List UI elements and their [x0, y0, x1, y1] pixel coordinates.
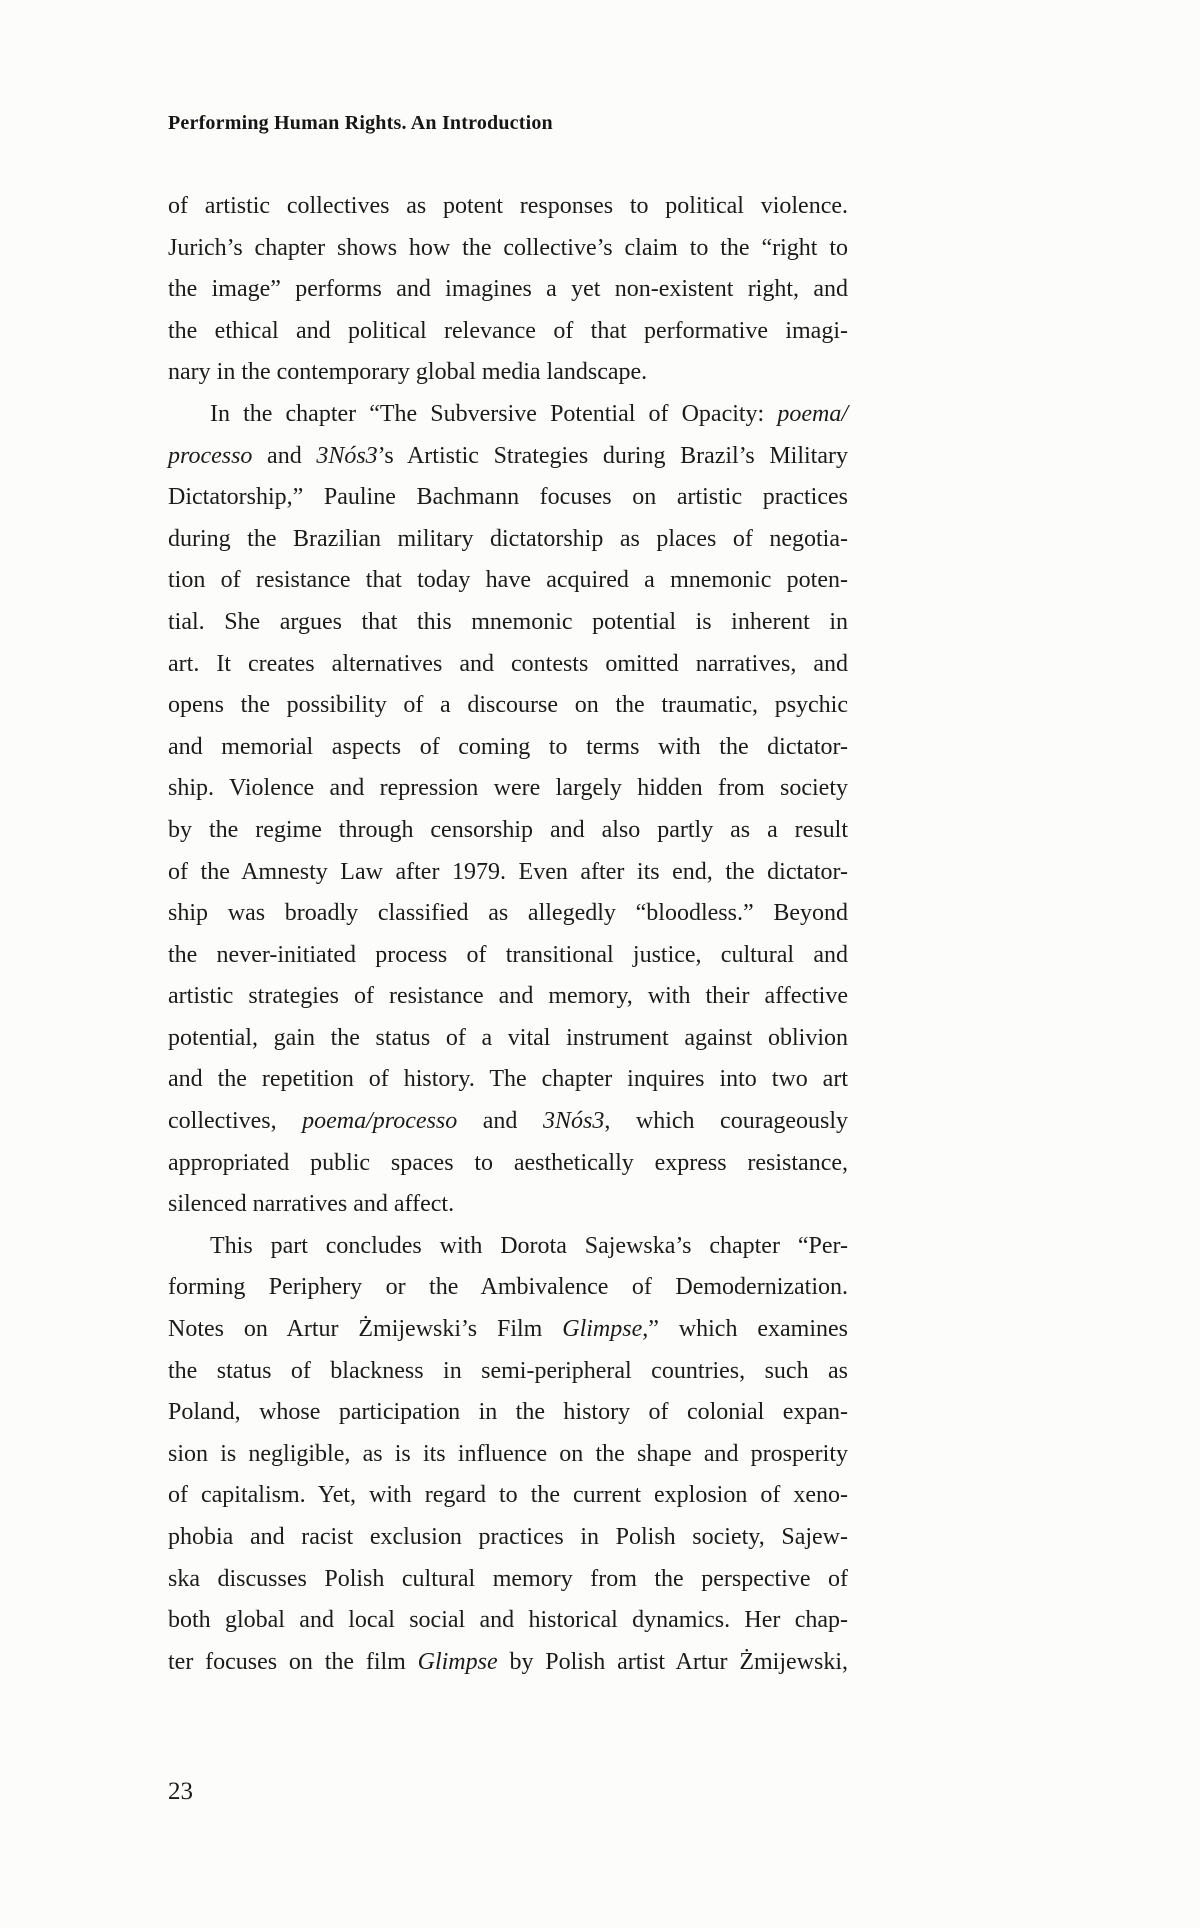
- text-line: [168, 436, 848, 478]
- text-segment: and: [457, 1108, 543, 1135]
- paragraph: [168, 394, 848, 1226]
- text-segment: collectives,: [168, 1108, 303, 1135]
- text-segment: art. It creates alternatives and contests omitted narratives, and: [168, 650, 848, 677]
- text-line: [168, 1101, 848, 1143]
- text-segment: of the Amnesty Law after 1979. Even after its end, the dictator-: [168, 858, 848, 885]
- text-line: [168, 1559, 848, 1601]
- text-line: [168, 1267, 848, 1309]
- italic-text-segment: 3Nós3: [316, 442, 378, 469]
- text-line: [168, 311, 848, 353]
- text-segment: phobia and racist exclusion practices in Polish society, Sajew-: [168, 1524, 848, 1550]
- text-line: [168, 893, 848, 935]
- text-line: [168, 1434, 848, 1476]
- text-line: [168, 1475, 848, 1517]
- text-line: [168, 1351, 848, 1393]
- text-segment: the image” performs and imagines a yet non-existent right, and: [168, 276, 848, 303]
- italic-text-segment: poema/processo: [302, 1108, 458, 1135]
- text-line: [168, 685, 848, 727]
- italic-text-segment: processo: [168, 442, 253, 469]
- text-line: [168, 727, 848, 769]
- text-line: [168, 560, 848, 602]
- text-line: [168, 1184, 848, 1226]
- text-segment: forming Periphery or the Ambivalence of Demodernization.: [168, 1274, 848, 1301]
- text-line: [168, 269, 848, 311]
- text-line: [168, 852, 848, 894]
- text-segment: of artistic collectives as potent responses to political violence.: [168, 193, 848, 219]
- running-header: Performing Human Rights. An Introduction: [168, 112, 553, 134]
- paragraph: [168, 186, 848, 394]
- text-segment: , which courageously: [604, 1108, 848, 1135]
- text-line: [168, 602, 848, 644]
- text-line: [168, 519, 848, 561]
- text-line: [168, 1059, 848, 1101]
- text-segment: tial. She argues that this mnemonic potential is inherent in: [168, 608, 848, 635]
- italic-text-segment: poema/: [777, 400, 848, 427]
- text-segment: Poland, whose participation in the history of colonial expan-: [168, 1399, 848, 1426]
- text-segment: ska discusses Polish cultural memory from the perspective of: [168, 1565, 848, 1592]
- text-segment: artistic strategies of resistance and memory, with their affective: [168, 983, 848, 1010]
- text-line: [168, 1642, 848, 1684]
- text-segment: ,” which examines: [642, 1316, 848, 1343]
- text-line: [168, 477, 848, 519]
- text-line: [168, 810, 848, 852]
- paragraph: [168, 1226, 848, 1684]
- text-segment: the ethical and political relevance of that performative imagi-: [168, 317, 848, 344]
- text-line: [168, 394, 848, 436]
- text-segment: opens the possibility of a discourse on the traumatic, psychic: [168, 692, 848, 719]
- text-line: [168, 1517, 848, 1559]
- text-segment: Dictatorship,” Pauline Bachmann focuses on artistic practices: [168, 484, 848, 511]
- text-line: [168, 1226, 848, 1268]
- text-segment: ship. Violence and repression were largely hidden from society: [168, 775, 848, 802]
- text-segment: In the chapter “The Subversive Potential of Opacity:: [210, 400, 778, 427]
- text-segment: Jurich’s chapter shows how the collective’s claim to the “right to: [168, 234, 848, 261]
- text-line: [168, 1600, 848, 1642]
- text-segment: the never-initiated process of transitional justice, cultural and: [168, 941, 848, 968]
- text-segment: ter focuses on the film: [168, 1648, 418, 1675]
- text-segment: of capitalism. Yet, with regard to the current explosion of xeno-: [168, 1482, 848, 1509]
- text-line: [168, 228, 848, 270]
- text-segment: and the repetition of history. The chapter inquires into two art: [168, 1066, 848, 1093]
- italic-text-segment: 3Nós3: [542, 1108, 605, 1135]
- body-text: [168, 186, 848, 1683]
- text-line: [168, 935, 848, 977]
- text-line: [168, 1392, 848, 1434]
- text-line: [168, 976, 848, 1018]
- text-segment: Notes on Artur Żmijewski’s Film: [168, 1316, 563, 1343]
- text-line: [168, 186, 848, 228]
- text-segment: potential, gain the status of a vital instrument against oblivion: [168, 1024, 848, 1051]
- italic-text-segment: Glimpse: [562, 1316, 643, 1343]
- text-segment: and memorial aspects of coming to terms with the dictator-: [168, 733, 848, 760]
- text-segment: sion is negligible, as is its influence on the shape and prosperity: [168, 1440, 848, 1467]
- italic-text-segment: Glimpse: [417, 1648, 498, 1675]
- text-line: [168, 1309, 848, 1351]
- text-segment: by the regime through censorship and also partly as a result: [168, 816, 848, 843]
- page-number: 23: [168, 1778, 193, 1805]
- text-segment: and: [252, 442, 317, 469]
- text-line: [168, 352, 848, 394]
- text-line: [168, 1018, 848, 1060]
- text-line: [168, 768, 848, 810]
- text-segment: ship was broadly classified as allegedly “bloodless.” Beyond: [168, 900, 848, 927]
- text-segment: appropriated public spaces to aesthetically express resistance,: [168, 1149, 848, 1176]
- text-line: [168, 644, 848, 686]
- text-segment: tion of resistance that today have acquired a mnemonic poten-: [168, 567, 848, 594]
- text-segment: silenced narratives and affect.: [168, 1191, 455, 1218]
- text-segment: during the Brazilian military dictatorship as places of negotia-: [168, 525, 848, 552]
- text-line: [168, 1143, 848, 1185]
- text-segment: by Polish artist Artur Żmijewski,: [497, 1648, 849, 1675]
- text-segment: both global and local social and historical dynamics. Her chap-: [168, 1607, 848, 1634]
- text-segment: This part concludes with Dorota Sajewska’s chapter “Per-: [210, 1232, 848, 1259]
- text-segment: the status of blackness in semi-peripheral countries, such as: [168, 1357, 848, 1384]
- text-segment: nary in the contemporary global media landscape.: [168, 359, 648, 386]
- text-segment: ’s Artistic Strategies during Brazil’s Military: [377, 442, 848, 469]
